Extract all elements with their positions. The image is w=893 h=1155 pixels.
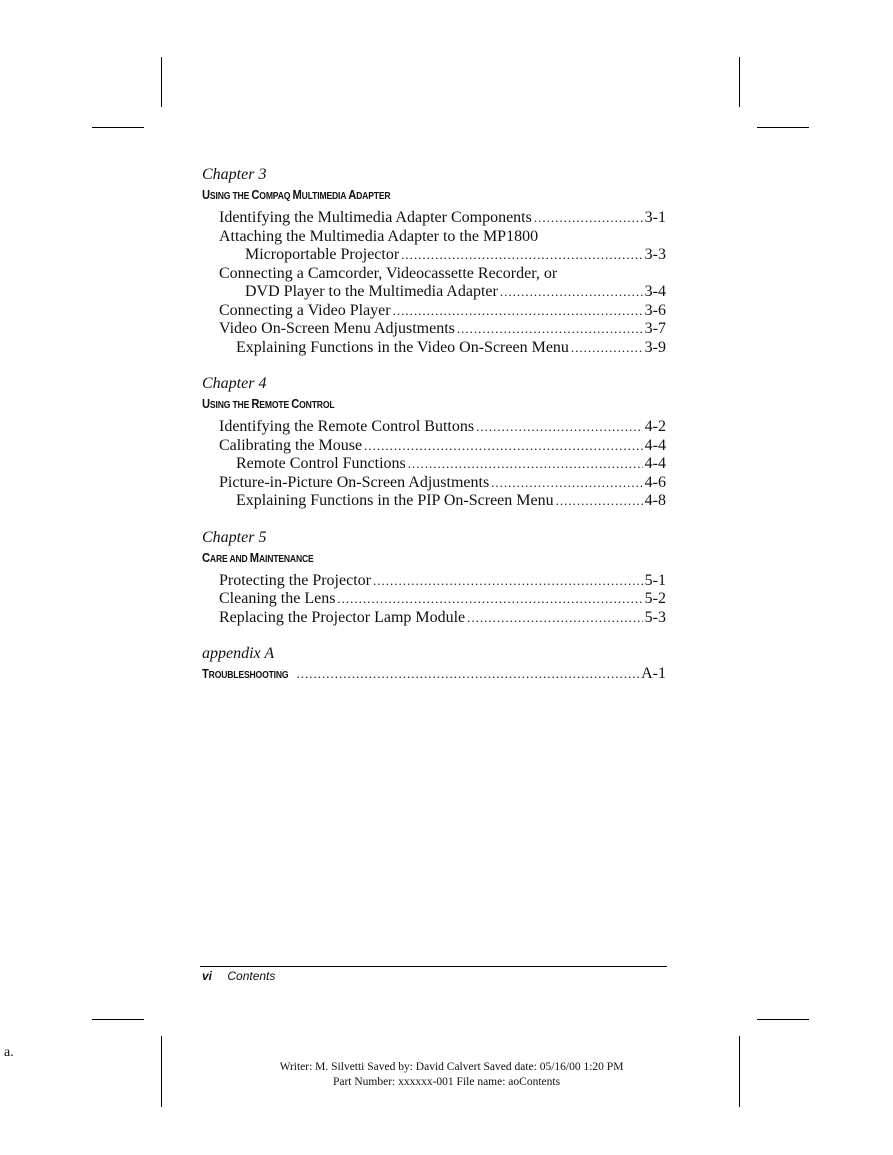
entry-page: 4-6: [644, 473, 666, 491]
dot-leader: [364, 437, 643, 456]
dot-leader: [297, 666, 640, 682]
toc-entry: [202, 320, 666, 339]
metadata-line-1: Writer: M. Silvetti Saved by: David Calvert Saved date: 05/16/00 1:20 PM: [279, 1061, 624, 1073]
toc-entry: [202, 590, 666, 609]
entry-page: 5-1: [644, 571, 666, 589]
toc-entry: [202, 572, 666, 591]
entry-title: Cleaning the Lens: [219, 590, 336, 607]
appendix-title: TROUBLESHOOTING: [202, 666, 289, 681]
entry-title: Protecting the Projector: [219, 571, 371, 589]
chapter-label: Chapter 3: [202, 166, 267, 183]
entry-title: Calibrating the Mouse: [219, 436, 363, 454]
entry-page: 3-9: [644, 338, 666, 356]
dot-leader: [457, 320, 643, 339]
chapter-label: Chapter 4: [202, 375, 267, 392]
entry-title: Identifying the Remote Control Buttons: [219, 418, 475, 435]
entry-title: Connecting a Camcorder, Videocassette Recorder, or: [219, 264, 558, 282]
entry-title: Remote Control Functions: [236, 455, 406, 472]
toc-entry: [202, 455, 666, 474]
file-metadata: [0, 1060, 893, 1090]
crop-mark-bottom-right-horizontal: [757, 1019, 809, 1020]
title-small-caps: SING THE: [209, 191, 252, 202]
entry-page: 4-4: [644, 436, 666, 454]
dot-leader: [467, 609, 643, 628]
entry-page: 4-8: [644, 492, 666, 509]
entry-title: Identifying the Multimedia Adapter Components: [219, 209, 532, 226]
entry-title: Explaining Functions in the Video On-Screen Menu: [236, 338, 569, 356]
dot-leader: [500, 283, 643, 302]
toc-entry: [202, 302, 666, 321]
toc-entry: [202, 209, 666, 228]
crop-mark-top-right-horizontal: [757, 127, 809, 128]
toc-entry: [202, 474, 666, 493]
entry-title: Explaining Functions in the PIP On-Screen Menu: [236, 492, 554, 509]
chapter-block: [202, 165, 666, 357]
page-footer: [202, 969, 275, 983]
entry-title: Video On-Screen Menu Adjustments: [219, 320, 455, 337]
entry-title: DVD Player to the Multimedia Adapter: [245, 283, 498, 300]
entry-page: 5-3: [644, 608, 666, 626]
title-small-caps: DAPTER: [356, 191, 391, 202]
dot-leader: [556, 492, 643, 511]
dot-leader: [571, 339, 643, 358]
toc-entry: [202, 437, 666, 456]
dot-leader: [373, 572, 643, 591]
entry-title: Replacing the Projector Lamp Module: [219, 608, 466, 626]
chapter-label: Chapter 5: [202, 528, 267, 546]
entry-title: Attaching the Multimedia Adapter to the MP1800: [219, 227, 539, 245]
dot-leader: [337, 590, 642, 609]
title-small-caps: EMOTE: [259, 400, 292, 411]
appendix-label: appendix A: [202, 645, 275, 662]
toc-entry: [202, 228, 666, 247]
chapter-title: USING THE REMOTE CONTROL: [202, 396, 335, 411]
chapter-title: CARE AND MAINTENANCE: [202, 549, 314, 565]
title-small-caps: ULTIMEDIA: [301, 191, 349, 202]
toc-entry: [202, 609, 666, 628]
entry-page: 3-1: [644, 209, 666, 226]
entry-page: 3-6: [644, 301, 666, 319]
title-small-caps: ROUBLESHOOTING: [208, 670, 289, 681]
side-mark: a.: [4, 1045, 14, 1060]
footer-section: Contents: [227, 969, 276, 983]
dot-leader: [401, 246, 643, 265]
crop-mark-top-left-horizontal: [92, 127, 144, 128]
table-of-contents: [202, 165, 666, 705]
entry-page: 3-7: [644, 320, 666, 337]
entry-title: Microportable Projector: [245, 246, 400, 263]
title-small-caps: OMPAQ: [259, 191, 293, 202]
dot-leader: [534, 209, 643, 228]
chapter-block: [202, 528, 666, 628]
toc-entry: [202, 339, 666, 358]
dot-leader: [476, 418, 643, 437]
crop-mark-bottom-left-horizontal: [92, 1019, 144, 1020]
dot-leader: [393, 302, 643, 321]
toc-entry: [202, 492, 666, 511]
appendix-row: [202, 664, 666, 688]
chapter-block: [202, 374, 666, 511]
entry-page: 3-3: [644, 246, 666, 263]
crop-mark-top-right-vertical: [739, 57, 740, 107]
toc-entry-continuation: [202, 246, 666, 265]
entry-page: 3-4: [644, 283, 666, 300]
entry-title: Picture-in-Picture On-Screen Adjustments: [219, 473, 490, 491]
toc-entry: [202, 418, 666, 437]
entry-title: Connecting a Video Player: [219, 301, 391, 319]
entry-page: 4-2: [644, 418, 666, 435]
footer-page-number: vi: [202, 969, 213, 983]
title-small-caps: ARE AND: [209, 553, 250, 565]
dot-leader: [408, 455, 643, 474]
title-small-caps: ONTROL: [299, 400, 335, 411]
title-small-caps: AINTENANCE: [258, 553, 314, 565]
dot-leader: [491, 474, 643, 493]
toc-entry-continuation: [202, 283, 666, 302]
title-small-caps: SING THE: [209, 400, 252, 411]
footer-rule: [200, 966, 667, 967]
toc-entry: [202, 265, 666, 284]
crop-mark-top-left-vertical: [161, 57, 162, 107]
appendix-block: [202, 644, 666, 688]
metadata-line-2: Part Number: xxxxxx-001 File name: aoContents: [332, 1076, 561, 1088]
entry-page: 5-2: [644, 590, 666, 607]
entry-page: 4-4: [644, 455, 666, 472]
appendix-page: A-1: [641, 665, 666, 682]
chapter-title: USING THE COMPAQ MULTIMEDIA ADAPTER: [202, 187, 391, 202]
